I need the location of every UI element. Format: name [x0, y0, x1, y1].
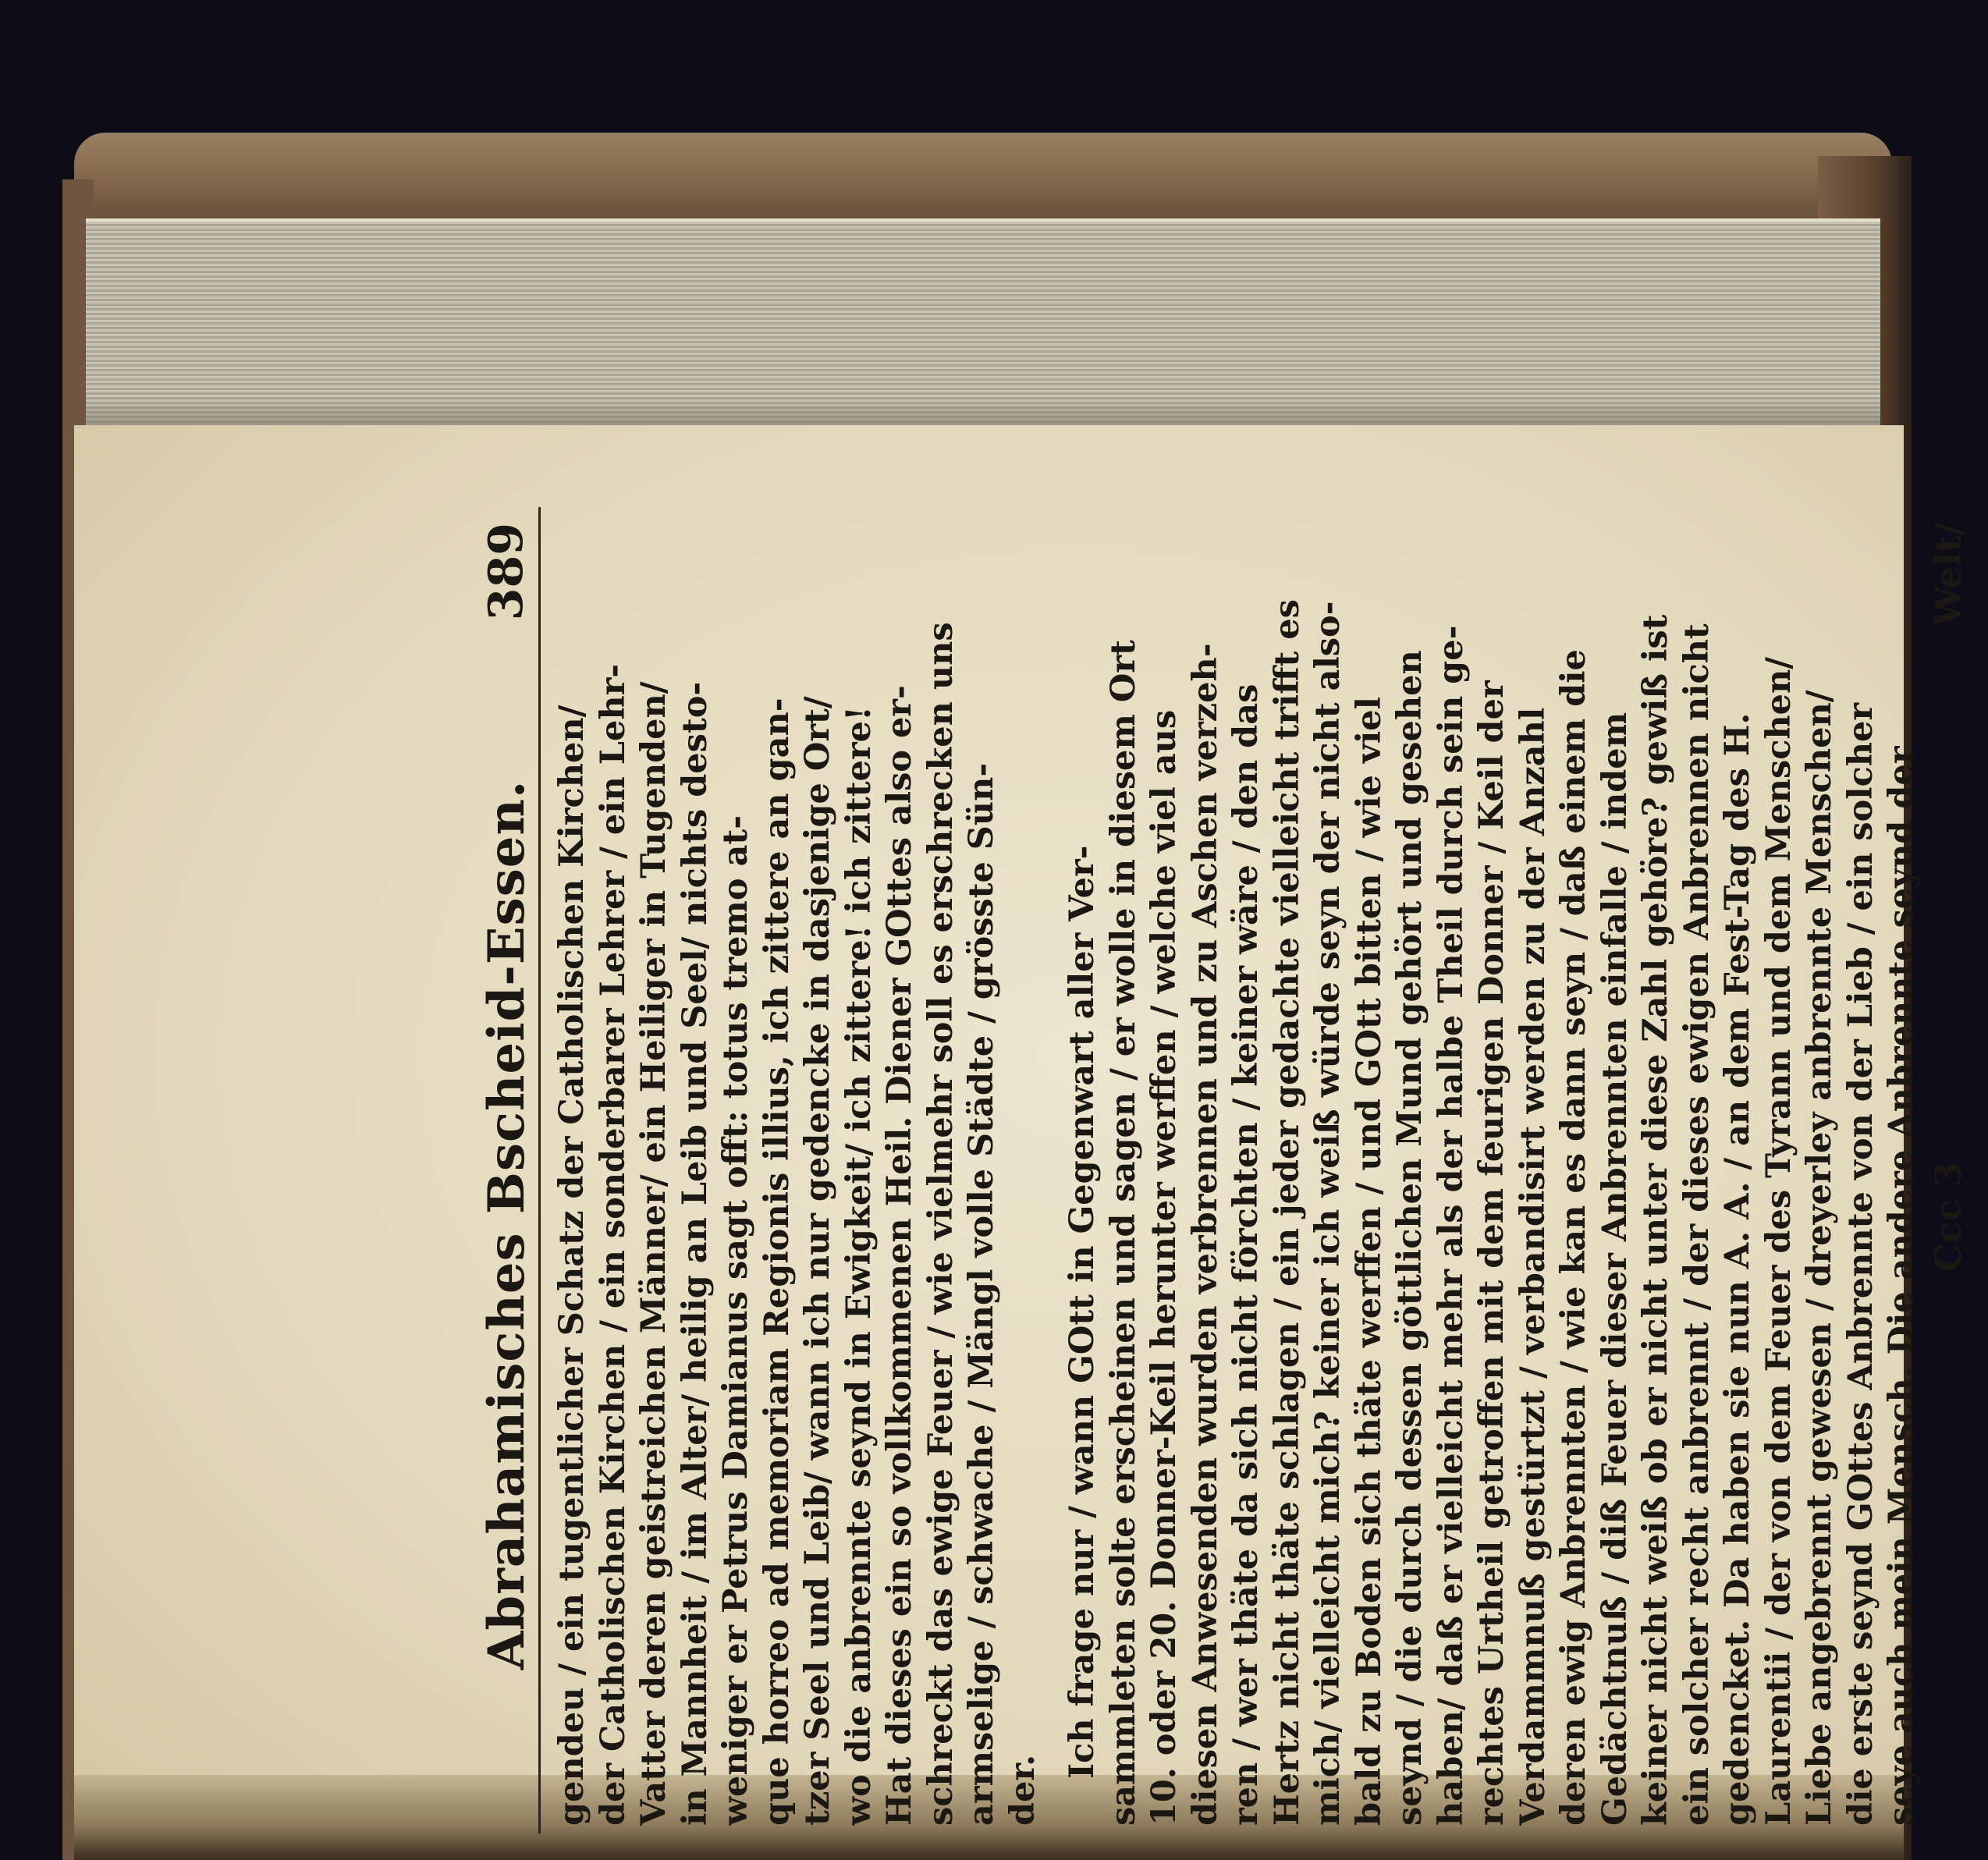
running-head: Abrahamisches Bscheid-Essen. [477, 779, 536, 1670]
body-text [541, 507, 1922, 1833]
rotated-text-block [468, 507, 1969, 1833]
text-line: ein solcher recht anbrennt / der dieses ewigen Anbrennen nicht [1677, 623, 1716, 1826]
text-line: der. [1003, 1754, 1042, 1826]
text-line: deren ewig Anbrennten / wie kan es dann seyn / daß einem die [1554, 649, 1593, 1826]
text-line: sammleten solte erscheinen und sagen / er wolle in diesem Ort [1103, 640, 1143, 1826]
text-line: armselige / schwache / Mängl volle Städte / grösste Sün- [962, 762, 1001, 1826]
text-line: schreckt das ewige Feuer / wie vielmehr soll es erschrecken uns [921, 622, 960, 1826]
text-line: der Catholischen Kirchen / ein sonderbarer Lehrer / ein Lehr- [593, 663, 633, 1826]
text-line: mich/ vielleicht mich? keiner ich weiß würde seyn der nicht also- [1308, 601, 1347, 1826]
text-line: gendeu / ein tugentlicher Schatz der Catholischen Kirchen/ [552, 705, 591, 1826]
text-line: keiner nicht weiß ob er nicht unter diese Zahl gehöre? gewiß ist [1636, 614, 1675, 1826]
text-line: 10. oder 20. Donner-Keil herunter werffen / welche viel aus [1145, 709, 1184, 1826]
text-line: Hat dieses ein so vollkommenen Heil. Diener GOttes also er- [880, 685, 919, 1826]
text-line: ren / wer thäte da sich nicht förchten / keiner wäre / den das [1227, 683, 1266, 1826]
text-line: in Mannheit / im Alter/ heilig an Leib und Seel/ nichts desto- [675, 681, 715, 1826]
text-line: Liebe angebrennt gewesen / dreyerley anbrennte Menschen/ [1800, 690, 1839, 1826]
text-line: haben/ daß er vielleicht mehr als der halbe Theil durch sein ge- [1431, 625, 1471, 1826]
text-line: diesen Anwesenden wurden verbrennen und zu Aschen verzeh- [1185, 643, 1225, 1826]
text-line: gedencket. Da haben sie nun A. A. / an dem Fest-Tag des H. [1718, 712, 1757, 1826]
text-line: bald zu Boden sich thäte werffen / und GOtt bitten / wie viel [1349, 697, 1389, 1826]
text-line: seynd / die durch dessen göttlichen Mund gehört und gesehen [1390, 650, 1429, 1826]
paragraph-gap [1043, 515, 1062, 1826]
text-line: que horreo ad memoriam Regionis illius, ich zittere an gan- [757, 698, 797, 1826]
signature-mark: Ccc 3 [1926, 1162, 1969, 1272]
text-line: Verdammnuß gestürtzt / verbandisirt werden zu der Anzahl [1513, 707, 1553, 1826]
page-header [468, 507, 541, 1833]
text-line: die erste seynd GOttes Anbrennte von der Lieb / ein solcher [1841, 702, 1880, 1826]
text-line: Gedächtnuß / diß Feuer dieser Anbrennten einfalle / indem [1595, 712, 1635, 1826]
text-line: Ich frage nur / wann GOtt in Gegenwart aller Ver- [1063, 845, 1102, 1779]
text-line: weniger er Petrus Damianus sagt offt: totus tremo at- [716, 815, 755, 1826]
page-fore-edges [86, 218, 1880, 428]
page-number: 389 [479, 523, 534, 621]
text-line: tzer Seel und Leib/ wann ich nur gedencke in dasjenige Ort/ [798, 696, 837, 1826]
text-line: Vatter deren geistreichen Männer/ ein Heiliger in Tugenden/ [634, 681, 673, 1826]
text-line: rechtes Urtheil getroffen mit dem feurigen Donner / Keil der [1472, 680, 1511, 1826]
text-line: Hertz nicht thäte schlagen / ein jeder gedachte vielleicht trifft es [1267, 599, 1307, 1826]
page-footer [1922, 507, 1977, 1833]
catchword: Welt/ [1926, 523, 1969, 627]
text-line: Laurentii / der von dem Feuer des Tyrann und dem Menschen/ [1759, 657, 1798, 1826]
text-line: wo die anbrennte seynd in Ewigkeit/ ich zittere! ich zittere! [839, 706, 879, 1826]
text-line: seye auch mein Mensch. Die andere Anbrennte seynd der [1882, 746, 1921, 1826]
